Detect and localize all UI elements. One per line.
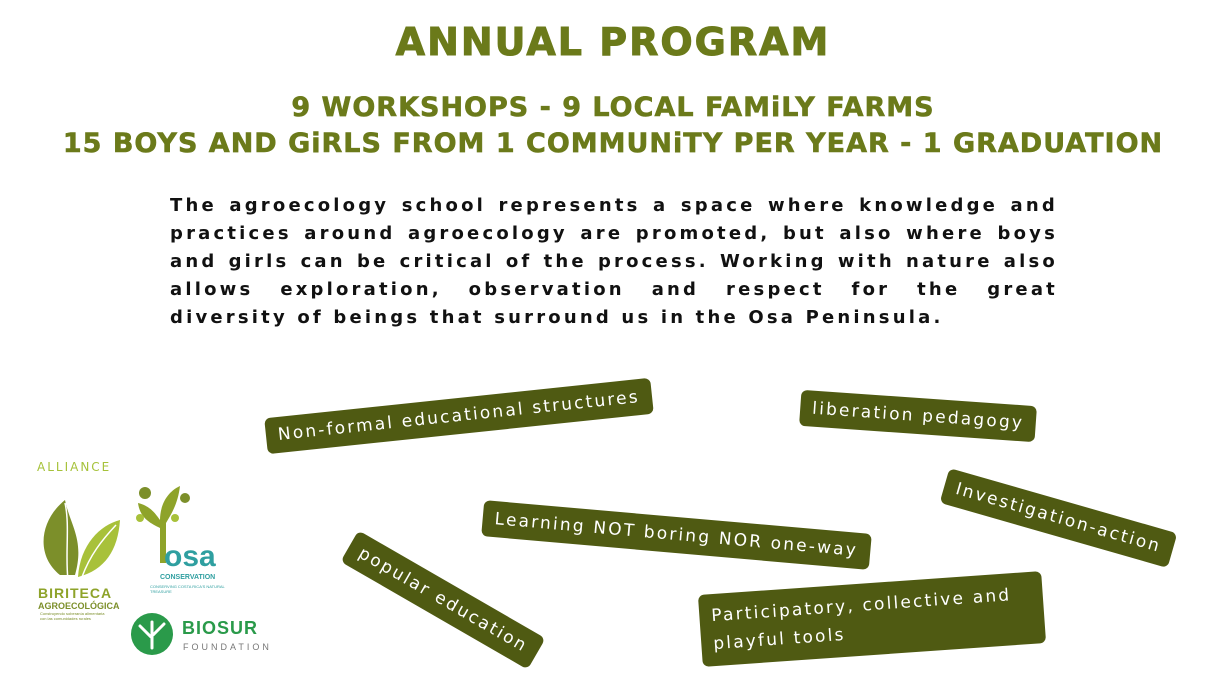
page-title: ANNUAL PROGRAM (395, 20, 831, 64)
osa-logo (130, 478, 240, 603)
subtitle-participants: 15 BOYS AND GiRLS FROM 1 COMMUNiTY PER YEAR - 1 GRADUATION (62, 128, 1164, 159)
biriteca-logo (30, 495, 125, 625)
tag-participatory: Participatory, collective and playful tools (698, 571, 1046, 667)
osa-tagline: CONSERVING COSTA RICA'S NATURAL TREASURE (150, 584, 225, 594)
biosur-logo (130, 612, 280, 660)
osa-sub: CONSERVATION (160, 574, 216, 581)
osa-name: osa (164, 540, 216, 573)
alliance-label: ALLIANCE (37, 460, 112, 474)
tag-liberation-pedagogy: liberation pedagogy (799, 390, 1037, 442)
biosur-sub: FOUNDATION (183, 642, 272, 652)
subtitle-workshops: 9 WORKSHOPS - 9 LOCAL FAMiLY FARMS (291, 92, 935, 123)
tag-popular-education: popular education (340, 530, 545, 669)
leaf-icon (30, 495, 125, 585)
tag-investigation-action: Investigation-action (940, 468, 1178, 568)
description-paragraph: The agroecology school represents a space where knowledge and practices around agroecology are promoted, but also where boys and girls can be critical of the process. Working with nature also allows exploration, observation and respect for the great diversity of beings that surround us in the Osa Peninsula. (170, 195, 1058, 328)
tag-non-formal: Non-formal educational structures (264, 378, 653, 454)
biosur-tree-icon (130, 612, 174, 656)
biriteca-name: BIRITECA (38, 585, 113, 601)
tag-learning: Learning NOT boring NOR one-way (481, 500, 871, 570)
biriteca-sub: AGROECOLÓGICA (38, 601, 120, 611)
biosur-name: BIOSUR (182, 618, 259, 638)
biriteca-tagline: Construyendo soberanía alimentaria con las comunidades rurales (40, 611, 105, 621)
